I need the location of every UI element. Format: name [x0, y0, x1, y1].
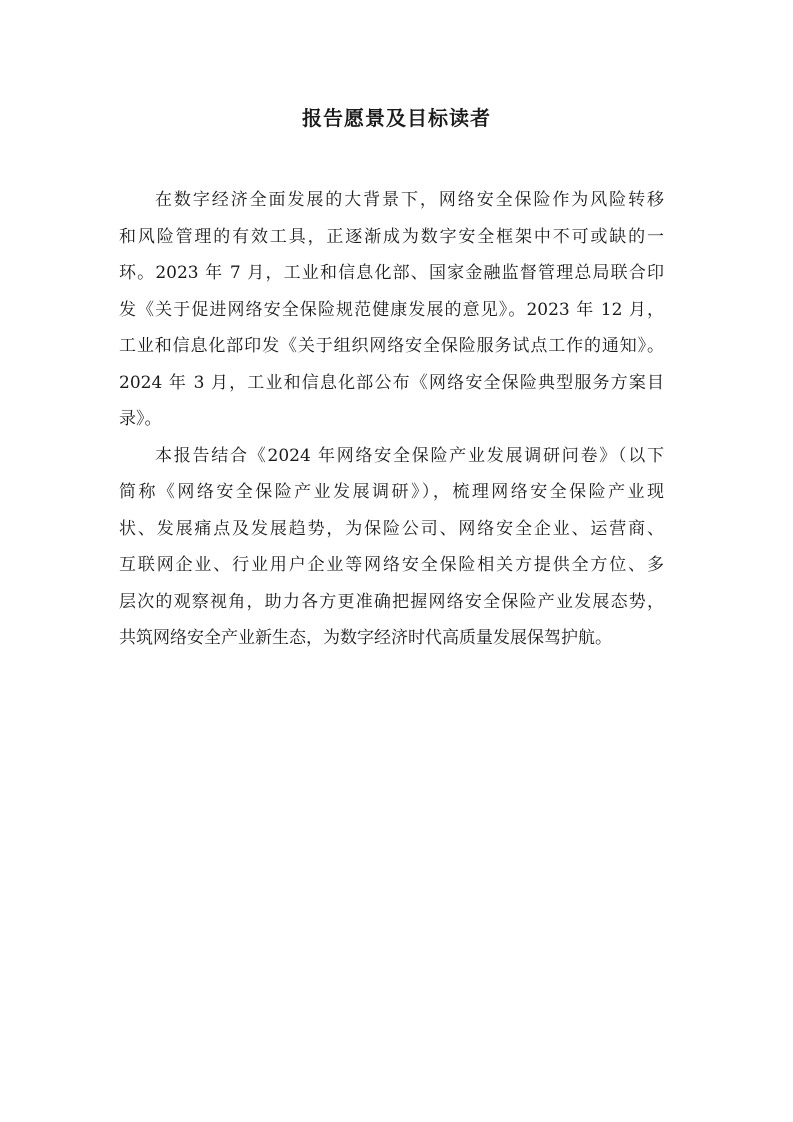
document-body: [119, 182, 664, 657]
text-line: 发《关于促进网络安全保险规范健康发展的意见》。2023 年 12 月，: [119, 299, 664, 320]
paragraph-2: [119, 438, 664, 657]
text-line: 状、发展痛点及发展趋势，为保险公司、网络安全企业、运营商、: [119, 518, 664, 539]
text-line: 共筑网络安全产业新生态，为数字经济时代高质量发展保驾护航。: [119, 628, 612, 648]
text-line: 工业和信息化部印发《关于组织网络安全保险服务试点工作的通知》。: [119, 336, 664, 356]
text-line: 在数字经济全面发展的大背景下，网络安全保险作为风险转移: [155, 190, 664, 210]
text-line: 录》。: [119, 409, 162, 429]
text-line: 和风险管理的有效工具，正逐渐成为数字安全框架中不可或缺的一: [119, 226, 664, 247]
page-title: 报告愿景及目标读者: [302, 106, 491, 130]
text-line: 2024 年 3 月，工业和信息化部公布《网络安全保险典型服务方案目: [119, 372, 664, 393]
paragraph-1: [119, 182, 664, 438]
text-line: 本报告结合《2024 年网络安全保险产业发展调研问卷》（以下: [155, 445, 664, 466]
text-line: 简称《网络安全保险产业发展调研》），梳理网络安全保险产业现: [119, 482, 664, 502]
text-line: 互联网企业、行业用户企业等网络安全保险相关方提供全方位、多: [119, 555, 664, 575]
text-line: 层次的观察视角，助力各方更准确把握网络安全保险产业发展态势，: [119, 591, 664, 612]
text-line: 环。2023 年 7 月，工业和信息化部、国家金融监督管理总局联合印: [119, 263, 664, 283]
